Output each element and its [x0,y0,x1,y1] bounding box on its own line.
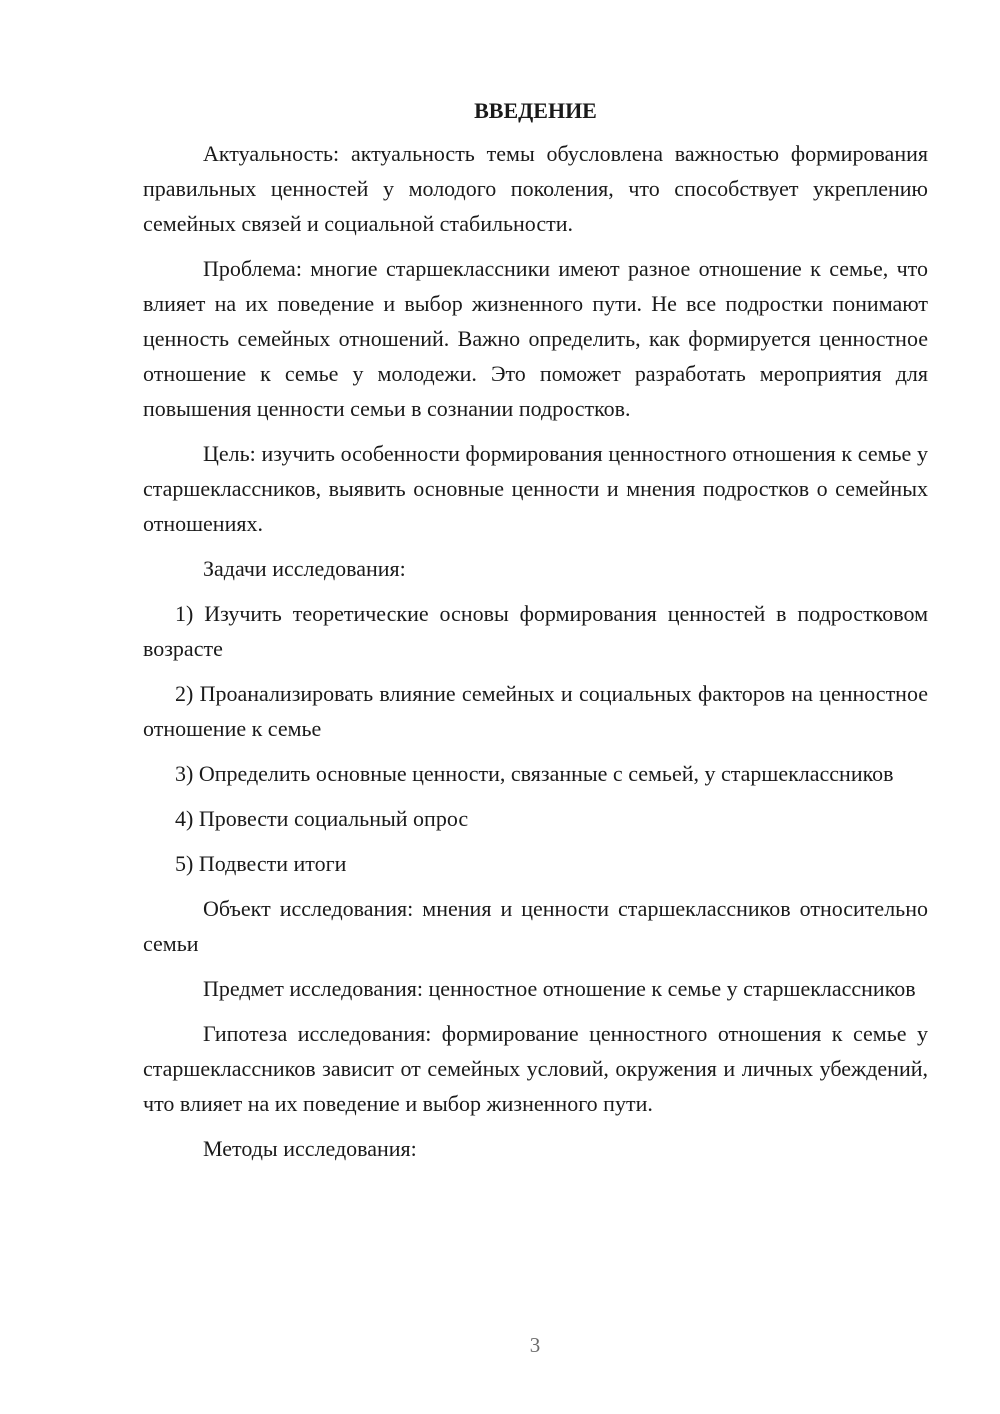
list-item: 1) Изучить теоретические основы формирования ценностей в подростковом возрасте [143,601,928,661]
paragraph-goal: Цель: изучить особенности формирования ценностного отношения к семье у старшеклассников, выявить основные ценности и мнения подростков о семейных отношениях. [143,441,928,536]
page-number: 3 [529,1333,541,1357]
paragraph-relevance: Актуальность: актуальность темы обусловлена важностью формирования правильных ценностей у молодого поколения, что способствует укреплению семейных связей и социальной стабильности. [143,141,928,236]
paragraph-tasks-intro: Задачи исследования: [203,556,406,581]
paragraph-subject: Предмет исследования: ценностное отношение к семье у старшеклассников [203,976,916,1001]
list-item: 5) Подвести итоги [175,851,347,876]
paragraph-hypothesis: Гипотеза исследования: формирование ценностного отношения к семье у старшеклассников зависит от семейных условий, окружения и личных убеждений, что влияет на их поведение и выбор жизненного пути. [143,1021,928,1116]
tasks-list [143,596,928,881]
list-item: 3) Определить основные ценности, связанные с семьей, у старшеклассников [175,761,894,786]
paragraph-object: Объект исследования: мнения и ценности старшеклассников относительно семьи [143,896,928,956]
paragraph-problem: Проблема: многие старшеклассники имеют разное отношение к семье, что влияет на их поведение и выбор жизненного пути. Не все подростки понимают ценность семейных отношений. Важно определить, как формируется ценностное отношение к семье у молодежи. Это поможет разработать мероприятия для повышения ценности семьи в сознании подростков. [143,256,928,421]
paragraph-methods-intro: Методы исследования: [203,1136,417,1161]
page-content [143,96,928,1176]
section-heading: ВВЕДЕНИЕ [474,98,597,123]
list-item: 4) Провести социальный опрос [175,806,469,831]
list-item: 2) Проанализировать влияние семейных и социальных факторов на ценностное отношение к семье [143,681,928,741]
